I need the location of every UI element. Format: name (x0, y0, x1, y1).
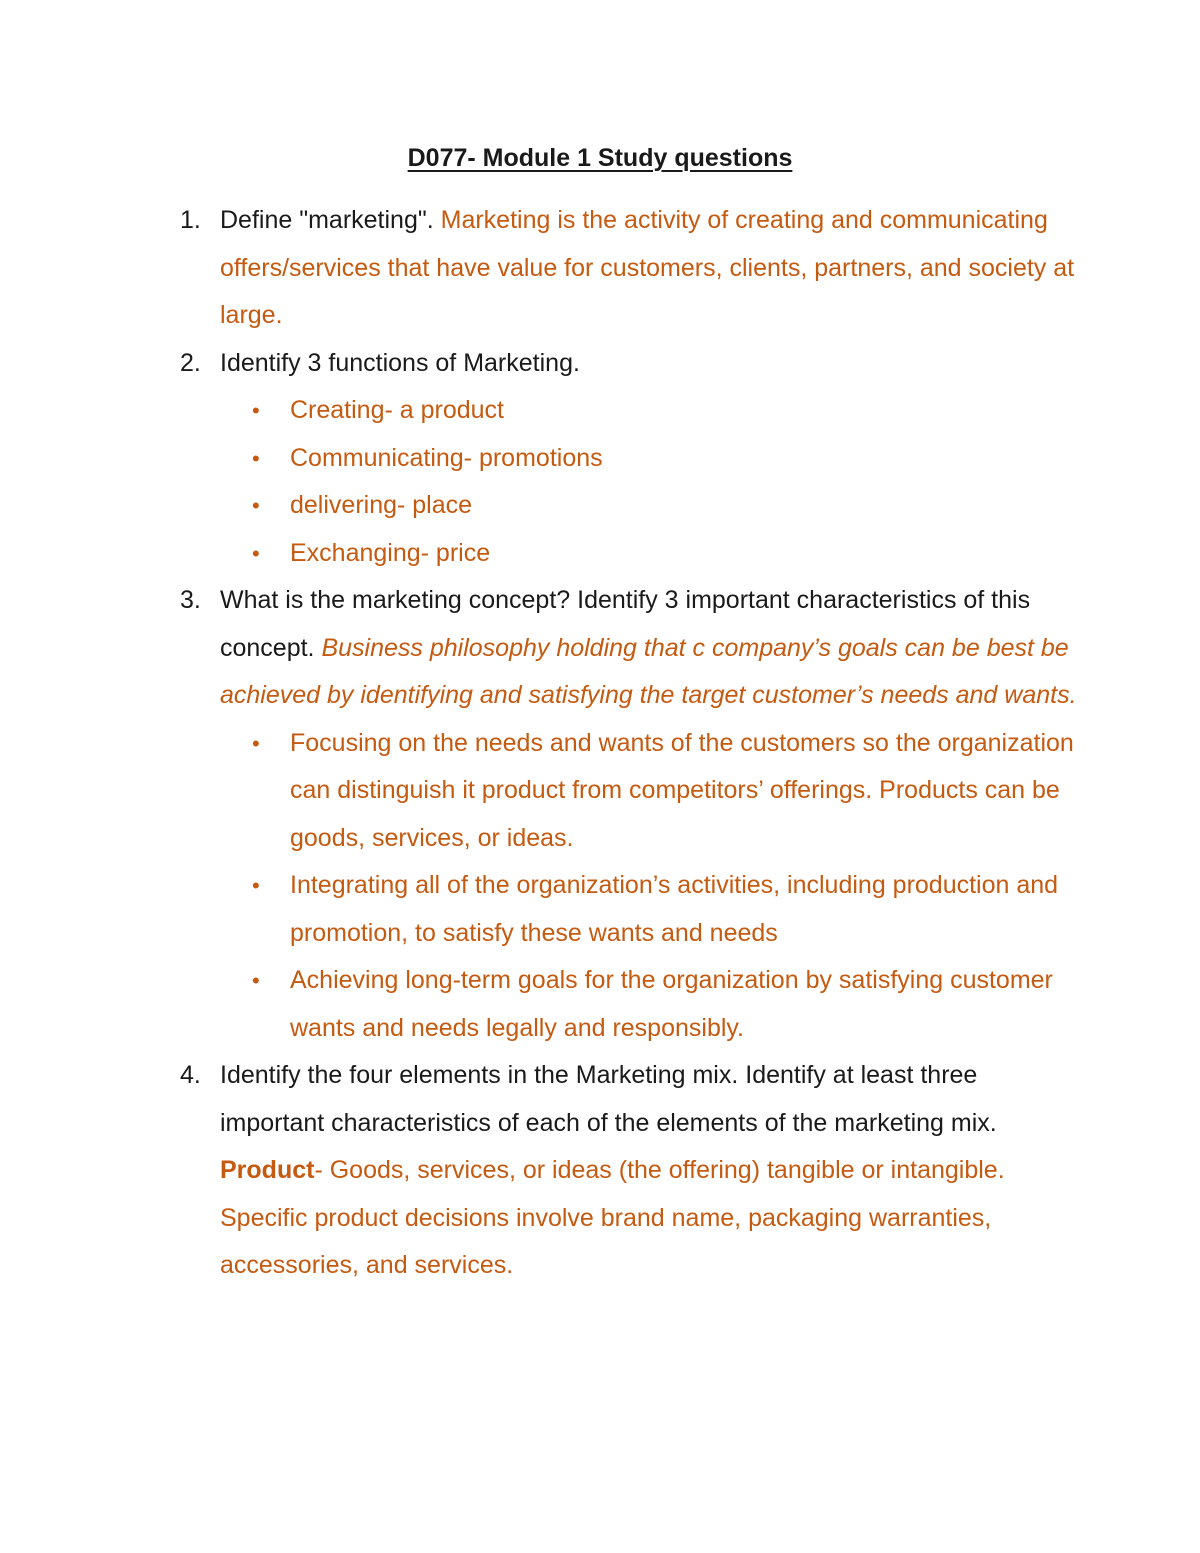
bullet-icon: • (252, 540, 260, 566)
answer-bullet (220, 435, 1080, 483)
bullet-icon: • (252, 493, 260, 518)
bullet-text: Exchanging- price (290, 538, 491, 567)
answer-bullet-list (220, 387, 1080, 577)
answer-bullet (220, 957, 1080, 1052)
bullet-text: delivering- place (290, 491, 473, 519)
answer-text: - Goods, services, or ideas (the offering) tangible or intangible. Specific product decisions involve brand name, packaging warranties, accessories, and services. (220, 1156, 1005, 1279)
bullet-icon: • (252, 873, 260, 898)
question-4 (180, 1052, 1080, 1290)
question-number: 3. (180, 586, 201, 614)
bullet-text: Integrating all of the organization’s activities, including production and promotion, to satisfy these wants and needs (290, 871, 1059, 947)
answer-bullet (220, 482, 1080, 530)
answer-keyword: Product (220, 1156, 315, 1184)
bullet-text: Achieving long-term goals for the organization by satisfying customer wants and needs legally and responsibly. (290, 966, 1053, 1042)
question-list (180, 197, 1080, 1290)
bullet-text: Creating- a product (290, 396, 505, 424)
bullet-icon: • (252, 398, 260, 423)
question-number: 2. (180, 348, 201, 377)
bullet-icon: • (252, 445, 260, 471)
answer-bullet (220, 387, 1080, 435)
bullet-icon: • (252, 730, 260, 756)
answer-bullet-list (220, 720, 1080, 1053)
question-number: 1. (180, 206, 201, 234)
question-3 (180, 577, 1080, 1052)
bullet-text: Communicating- promotions (290, 443, 603, 472)
answer-bullet (220, 720, 1080, 863)
answer-bullet (220, 530, 1080, 578)
question-2 (180, 340, 1080, 578)
question-1 (180, 197, 1080, 340)
question-text: Identify the four elements in the Marketing mix. Identify at least three important characteristics of each of the elements of the marketing mix. (220, 1061, 997, 1137)
answer-text: Marketing is the activity of creating and communicating offers/services that have value for customers, clients, partners, and society at large. (220, 206, 1075, 329)
question-text: Identify 3 functions of Marketing. (220, 348, 580, 377)
bullet-icon: • (252, 968, 260, 993)
question-text: What is the marketing concept? Identify 3 important characteristics of this concept. (220, 586, 1031, 662)
document-title: D077- Module 1 Study questions (407, 144, 793, 172)
answer-text: Business philosophy holding that c company’s goals can be best be achieved by identifying and satisfying the target customer’s needs and wants. (220, 633, 1077, 709)
bullet-text: Focusing on the needs and wants of the customers so the organization can distinguish it product from competitors’ offerings. Products can be goods, services, or ideas. (290, 728, 1074, 852)
question-text: Define "marketing". (220, 206, 441, 234)
question-number: 4. (180, 1061, 201, 1089)
answer-bullet (220, 862, 1080, 957)
